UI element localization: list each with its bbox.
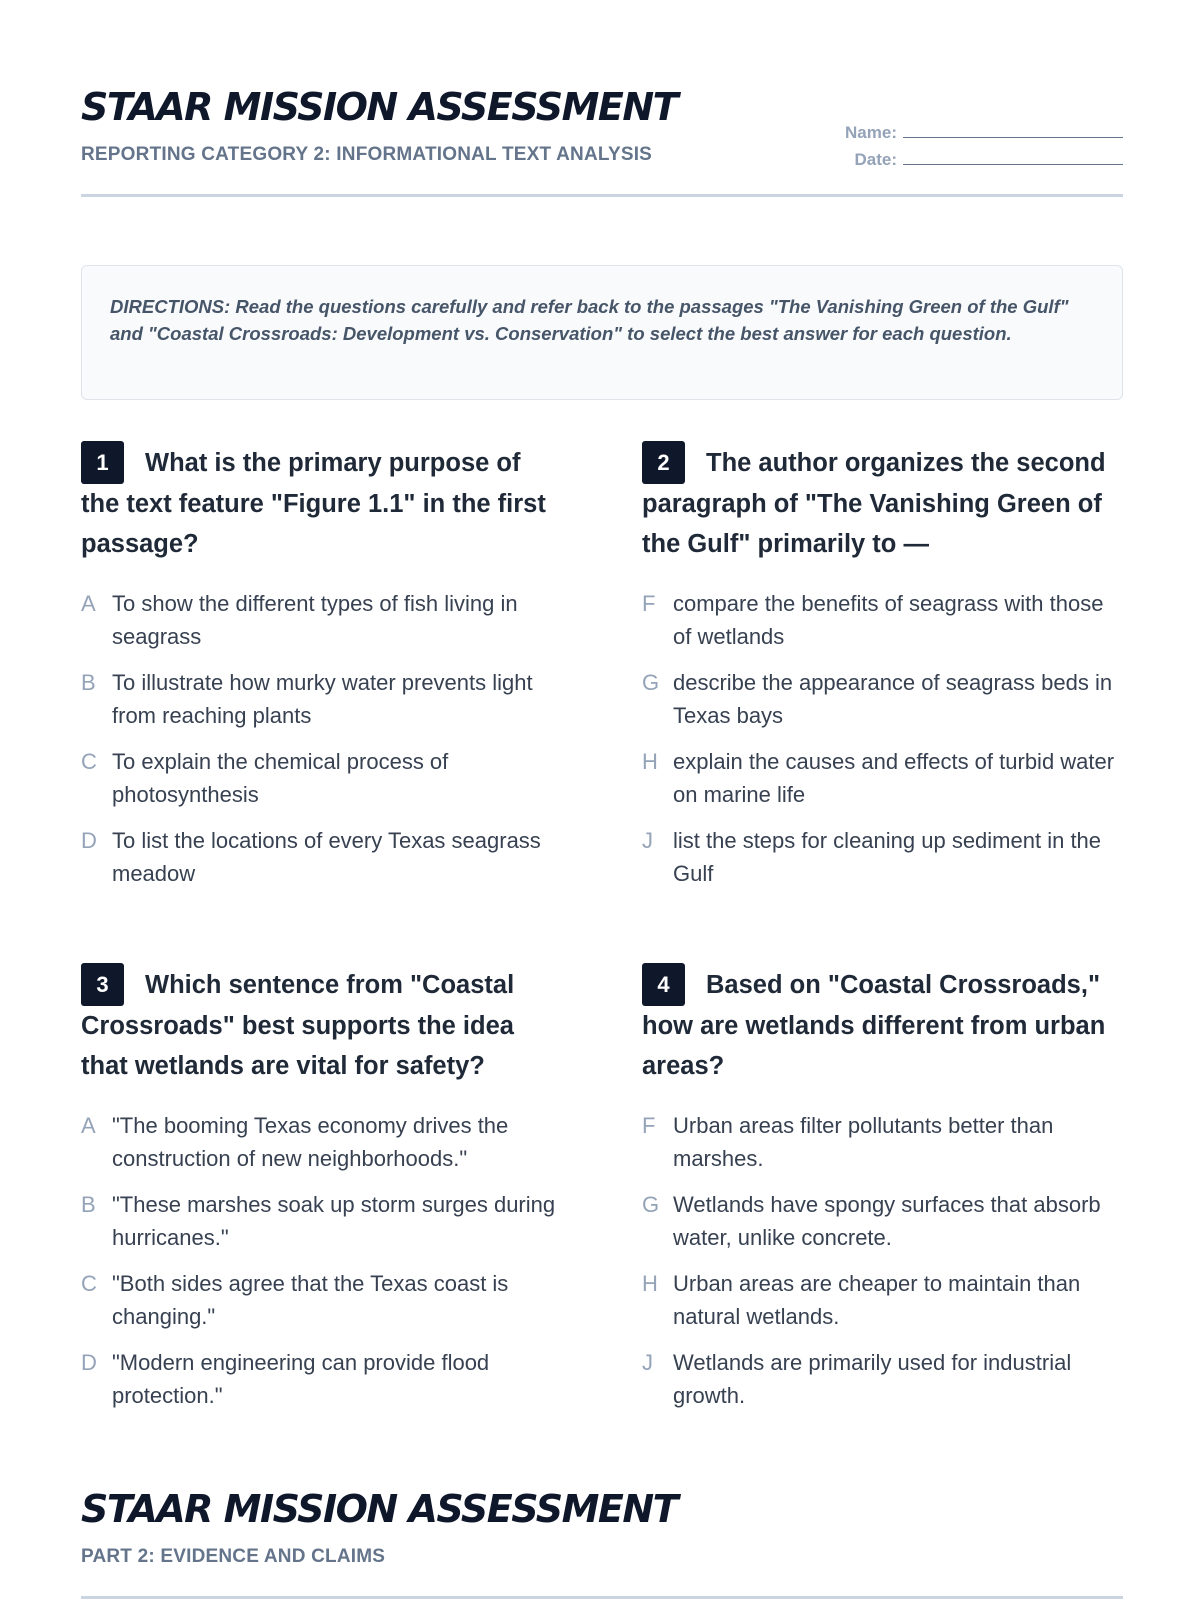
answer-option-d[interactable] [81,1346,561,1412]
question-number-badge: 1 [81,441,124,484]
answer-option-h[interactable] [642,1267,1122,1333]
student-info [823,116,1123,170]
option-text: compare the benefits of seagrass with those of wetlands [673,591,1104,649]
option-letter: J [642,1350,653,1375]
question-3 [81,963,561,1425]
option-letter: B [81,670,96,695]
option-letter: B [81,1192,96,1217]
answer-option-c[interactable] [81,1267,561,1333]
answer-option-j[interactable] [642,1346,1122,1412]
question-number-badge: 2 [642,441,685,484]
question-2 [642,441,1122,903]
option-text: "The booming Texas economy drives the construction of new neighborhoods." [112,1113,509,1171]
option-letter: A [81,1113,96,1138]
part2-subtitle: PART 2: EVIDENCE AND CLAIMS [81,1546,386,1567]
option-letter: H [642,1271,658,1296]
answer-options [81,587,561,890]
option-text: "Both sides agree that the Texas coast is changing." [112,1271,509,1329]
option-text: Wetlands are primarily used for industrial growth. [673,1350,1072,1408]
question-text: Based on "Coastal Crossroads," how are wetlands different from urban areas? [642,971,1106,1080]
question-stem [81,441,561,564]
question-number-badge: 3 [81,963,124,1006]
option-text: "These marshes soak up storm surges during hurricanes." [112,1192,556,1250]
option-letter: F [642,1113,656,1138]
header-divider [81,194,1123,197]
date-field[interactable] [903,164,1123,165]
option-letter: A [81,591,96,616]
option-text: To explain the chemical process of photosynthesis [112,749,449,807]
name-field[interactable] [903,137,1123,138]
answer-option-a[interactable] [81,1109,561,1175]
question-stem [81,963,561,1086]
question-text: The author organizes the second paragraph of "The Vanishing Green of the Gulf" primarily to — [642,449,1106,558]
option-letter: C [81,749,97,774]
answer-options [642,1109,1122,1412]
answer-option-j[interactable] [642,824,1122,890]
name-row [823,116,1123,143]
option-text: To list the locations of every Texas seagrass meadow [112,828,541,886]
option-letter: G [642,1192,660,1217]
part2-title: STAAR MISSION ASSESSMENT [81,1487,678,1531]
answer-option-g[interactable] [642,1188,1122,1254]
answer-option-c[interactable] [81,745,561,811]
answer-options [81,1109,561,1412]
question-number-badge: 4 [642,963,685,1006]
part2-header [81,1488,1123,1598]
answer-option-d[interactable] [81,824,561,890]
question-stem [642,963,1122,1086]
name-label: Name: [845,123,897,142]
answer-option-g[interactable] [642,666,1122,732]
question-text: Which sentence from "Coastal Crossroads" best supports the idea that wetlands are vital for safety? [81,971,515,1080]
option-letter: F [642,591,656,616]
date-label: Date: [854,150,897,169]
directions-box [81,265,1123,400]
option-letter: J [642,828,653,853]
date-row [823,143,1123,170]
option-letter: D [81,1350,97,1375]
option-text: explain the causes and effects of turbid water on marine life [673,749,1115,807]
directions-text: DIRECTIONS: Read the questions carefully and refer back to the passages "The Vanishing Green of the Gulf" and "Coastal Crossroads: Development vs. Conservation" to select the best answer for each question. [110,296,1069,344]
answer-option-f[interactable] [642,587,1122,653]
option-text: Urban areas are cheaper to maintain than natural wetlands. [673,1271,1081,1329]
option-text: Urban areas filter pollutants better than marshes. [673,1113,1054,1171]
option-text: To illustrate how murky water prevents light from reaching plants [112,670,533,728]
option-text: To show the different types of fish living in seagrass [112,591,518,649]
answer-option-a[interactable] [81,587,561,653]
question-text: What is the primary purpose of the text feature "Figure 1.1" in the first passage? [81,449,546,558]
answer-option-b[interactable] [81,666,561,732]
answer-option-f[interactable] [642,1109,1122,1175]
part2-divider [81,1596,1123,1599]
option-text: "Modern engineering can provide flood protection." [112,1350,490,1408]
answer-options [642,587,1122,890]
page-title: STAAR MISSION ASSESSMENT [81,85,678,129]
question-stem [642,441,1122,564]
option-letter: C [81,1271,97,1296]
option-text: Wetlands have spongy surfaces that absorb water, unlike concrete. [673,1192,1101,1250]
option-letter: D [81,828,97,853]
question-4 [642,963,1122,1425]
page-subtitle: REPORTING CATEGORY 2: INFORMATIONAL TEXT ANALYSIS [81,144,653,165]
question-1 [81,441,561,903]
option-letter: G [642,670,660,695]
answer-option-h[interactable] [642,745,1122,811]
page-header [81,86,1123,196]
answer-option-b[interactable] [81,1188,561,1254]
option-letter: H [642,749,658,774]
option-text: list the steps for cleaning up sediment in the Gulf [673,828,1102,886]
option-text: describe the appearance of seagrass beds in Texas bays [673,670,1113,728]
